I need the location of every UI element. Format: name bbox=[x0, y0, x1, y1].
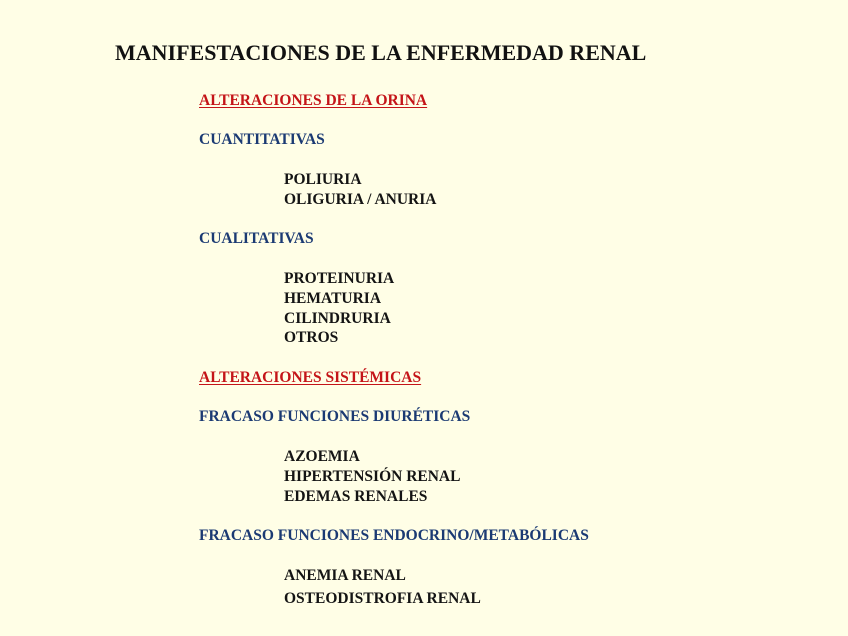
group-label-quantitative: CUANTITATIVAS bbox=[199, 131, 325, 148]
list-item: AZOEMIA bbox=[284, 448, 360, 465]
list-item: POLIURIA bbox=[284, 171, 362, 188]
list-item: OLIGURIA / ANURIA bbox=[284, 191, 437, 208]
list-item: OSTEODISTROFIA RENAL bbox=[284, 590, 481, 607]
group-label-diuretic-failure: FRACASO FUNCIONES DIURÉTICAS bbox=[199, 408, 471, 425]
section-heading-systemic: ALTERACIONES SISTÉMICAS bbox=[199, 369, 422, 386]
slide-title: MANIFESTACIONES DE LA ENFERMEDAD RENAL bbox=[115, 40, 647, 65]
list-item: ANEMIA RENAL bbox=[284, 567, 406, 584]
list-item: HIPERTENSIÓN RENAL bbox=[284, 468, 461, 485]
group-label-endocrine-failure: FRACASO FUNCIONES ENDOCRINO/METABÓLICAS bbox=[199, 527, 589, 544]
list-item: EDEMAS RENALES bbox=[284, 488, 428, 505]
list-item: PROTEINURIA bbox=[284, 270, 395, 287]
list-item: CILINDRURIA bbox=[284, 310, 391, 327]
list-item: HEMATURIA bbox=[284, 290, 382, 307]
section-heading-urine: ALTERACIONES DE LA ORINA bbox=[199, 92, 428, 109]
group-label-qualitative: CUALITATIVAS bbox=[199, 230, 314, 247]
list-item: OTROS bbox=[284, 329, 339, 346]
